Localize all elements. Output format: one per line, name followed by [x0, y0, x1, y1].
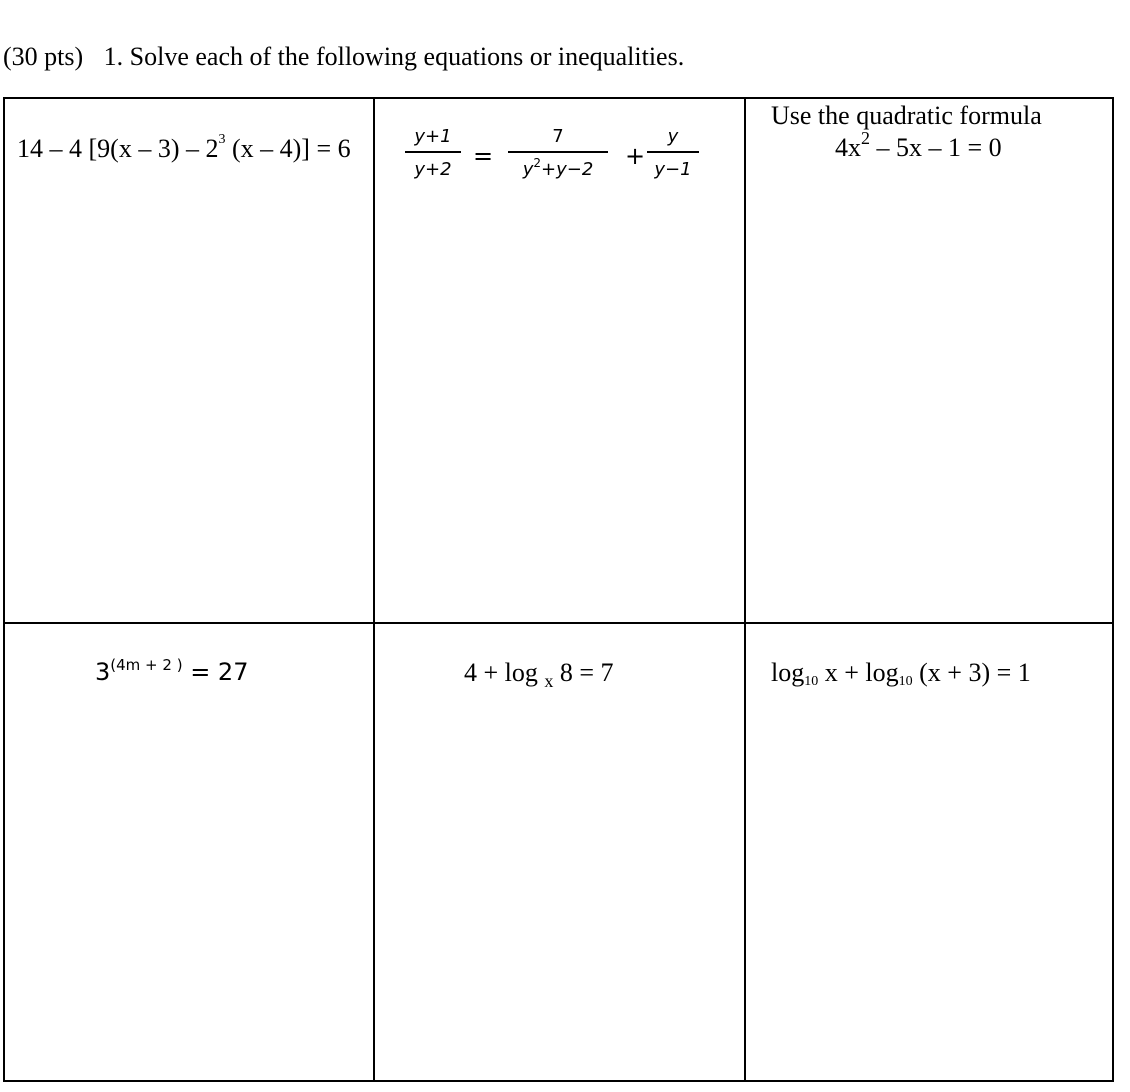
question-header	[3, 42, 684, 72]
problem-5-tail: 8 = 7	[553, 658, 614, 687]
problem-3-tail: – 5x – 1 = 0	[870, 133, 1002, 162]
grid-divider-horizontal	[5, 622, 1112, 624]
problem-4-exponent: (4m + 2 )	[110, 656, 183, 674]
problem-3-lead: 4x	[835, 133, 861, 162]
problem-2-plus: +	[625, 142, 646, 170]
problem-2-fraction-left-bar	[405, 151, 461, 153]
problem-4-base: 3	[95, 658, 111, 686]
problem-grid	[3, 97, 1114, 1082]
problem-3-exponent: 2	[861, 128, 870, 148]
problem-6-tail: (x + 3) = 1	[912, 658, 1031, 687]
problem-3-equation	[835, 128, 1002, 163]
problem-3-instruction: Use the quadratic formula	[771, 101, 1042, 130]
grid-divider-vertical-2	[744, 99, 746, 1080]
problem-6-log1: log	[771, 658, 805, 687]
points-label: (30 pts)	[3, 42, 84, 71]
question-instruction: Solve each of the following equations or inequalities.	[129, 42, 685, 71]
problem-5-base: x	[544, 671, 554, 691]
problem-4-equation	[95, 658, 248, 686]
problem-6-base1: 10	[804, 674, 819, 689]
problem-2-fraction-middle-bar	[508, 151, 608, 153]
problem-6-equation	[771, 658, 1031, 688]
problem-2-fraction-right	[647, 126, 699, 180]
problem-2-fraction-right-numerator: y	[667, 126, 679, 147]
problem-2-fraction-right-bar	[647, 151, 699, 153]
problem-1-lead: 14 – 4 [9(x – 3) – 2	[17, 134, 219, 163]
problem-6-base2: 10	[898, 674, 913, 689]
problem-2-fraction-middle-numerator: 7	[552, 126, 564, 147]
problem-2-fraction-left	[405, 126, 461, 180]
problem-1-exponent: 3	[218, 132, 226, 148]
problem-2-fraction-middle	[508, 126, 608, 180]
problem-5-equation	[464, 658, 614, 691]
problem-5-lead: 4 + log	[464, 658, 545, 687]
question-number: 1.	[103, 42, 124, 71]
problem-2-fraction-right-denominator: y−1	[654, 159, 692, 180]
problem-1-tail: (x – 4)] = 6	[225, 134, 351, 163]
problem-2-fraction-left-numerator: y+1	[414, 126, 452, 147]
problem-2-fraction-middle-denominator: $y^2+y-2$	[522, 156, 594, 180]
grid-divider-vertical-1	[373, 99, 375, 1080]
problem-2-fraction-left-denominator: y+2	[414, 159, 452, 180]
problem-6-mid: x + log	[818, 658, 899, 687]
problem-2-equals: =	[473, 142, 494, 170]
problem-4-rest: = 27	[182, 658, 249, 686]
problem-1-equation	[17, 134, 351, 164]
